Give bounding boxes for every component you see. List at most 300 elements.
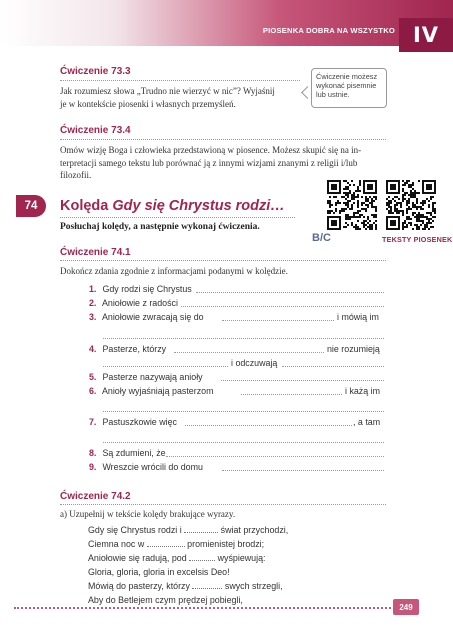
qr-module bbox=[390, 200, 392, 202]
qr-module bbox=[337, 200, 339, 202]
qr-module bbox=[345, 180, 347, 182]
lyric-text: Mówią do pasterzy, którzy bbox=[88, 581, 190, 591]
item-text: Aniołowie z radości bbox=[101, 298, 178, 308]
qr-module bbox=[341, 208, 343, 210]
qr-module bbox=[347, 216, 349, 218]
text-line: Omów wizję Boga i człowieka przedstawioną w piosence. Możesz skupić się na in- bbox=[60, 145, 362, 155]
divider bbox=[60, 80, 300, 81]
qr-module bbox=[367, 206, 369, 208]
answer-line[interactable] bbox=[103, 366, 228, 367]
qr-finder bbox=[331, 184, 337, 190]
qr-module bbox=[349, 208, 351, 210]
qr-module bbox=[390, 206, 392, 208]
page-number: 249 bbox=[393, 599, 419, 615]
qr-module bbox=[410, 186, 412, 188]
qr-module bbox=[432, 204, 434, 206]
lyric-text: wyśpiewują: bbox=[217, 553, 266, 563]
qr-module bbox=[347, 192, 349, 194]
section-title-plain: Kolęda bbox=[60, 198, 113, 214]
answer-line[interactable] bbox=[181, 306, 384, 307]
lyric-text: Aby do Betlejem czym prędzej pobiegli, bbox=[88, 595, 243, 605]
qr-module bbox=[329, 210, 331, 212]
qr-module bbox=[432, 202, 434, 204]
qr-module bbox=[373, 222, 375, 224]
qr-module bbox=[367, 222, 369, 224]
item-text: Pasterze, którzy bbox=[102, 344, 167, 354]
answer-line[interactable] bbox=[222, 470, 384, 471]
qr-module bbox=[412, 194, 414, 196]
qr-module bbox=[347, 194, 349, 196]
qr-module bbox=[345, 222, 347, 224]
qr-module bbox=[408, 198, 410, 200]
answer-line[interactable] bbox=[196, 292, 384, 293]
qr-module bbox=[347, 196, 349, 198]
qr-module bbox=[335, 208, 337, 210]
qr-module bbox=[416, 224, 418, 226]
answer-line[interactable] bbox=[221, 380, 384, 381]
qr-module bbox=[345, 194, 347, 196]
qr-module bbox=[410, 218, 412, 220]
qr-module bbox=[418, 206, 420, 208]
qr-module bbox=[426, 226, 428, 228]
qr-module bbox=[392, 198, 394, 200]
qr-module bbox=[402, 228, 404, 230]
list-item bbox=[89, 298, 178, 308]
qr-module bbox=[351, 204, 353, 206]
answer-line[interactable] bbox=[222, 320, 334, 321]
exercise-74-1-instruction: Dokończ zdania zgodnie z informacjami podanymi w kolędzie. bbox=[60, 266, 288, 276]
qr-module bbox=[390, 202, 392, 204]
qr-module bbox=[404, 194, 406, 196]
qr-module bbox=[424, 216, 426, 218]
qr-module bbox=[329, 202, 331, 204]
qr-module bbox=[400, 204, 402, 206]
qr-module bbox=[426, 222, 428, 224]
qr-module bbox=[416, 226, 418, 228]
qr-module bbox=[335, 204, 337, 206]
qr-module bbox=[402, 200, 404, 202]
answer-line[interactable] bbox=[103, 411, 384, 412]
qr-module bbox=[365, 210, 367, 212]
qr-module bbox=[365, 224, 367, 226]
qr-module bbox=[347, 224, 349, 226]
qr-module bbox=[357, 212, 359, 214]
gap-blank[interactable] bbox=[147, 540, 185, 547]
qr-module bbox=[351, 222, 353, 224]
qr-module bbox=[402, 190, 404, 192]
qr-module bbox=[375, 214, 377, 216]
qr-module bbox=[408, 180, 410, 182]
qr-module bbox=[355, 224, 357, 226]
qr-module bbox=[388, 206, 390, 208]
gap-blank[interactable] bbox=[184, 526, 218, 533]
qr-module bbox=[416, 218, 418, 220]
qr-module bbox=[375, 226, 377, 228]
qr-module bbox=[371, 224, 373, 226]
qr-module bbox=[404, 184, 406, 186]
qr-module bbox=[363, 226, 365, 228]
qr-module bbox=[388, 196, 390, 198]
qr-module bbox=[408, 208, 410, 210]
qr-module bbox=[349, 192, 351, 194]
qr-module bbox=[416, 202, 418, 204]
qr-module bbox=[402, 184, 404, 186]
answer-line[interactable] bbox=[166, 456, 384, 457]
qr-module bbox=[414, 190, 416, 192]
qr-module bbox=[367, 200, 369, 202]
qr-module bbox=[347, 214, 349, 216]
qr-module bbox=[369, 220, 371, 222]
qr-module bbox=[398, 212, 400, 214]
qr-module bbox=[404, 222, 406, 224]
exercise-73-3-text bbox=[60, 85, 275, 110]
qr-module bbox=[367, 204, 369, 206]
item-number: 2. bbox=[89, 298, 97, 308]
qr-module bbox=[414, 216, 416, 218]
qr-module bbox=[404, 198, 406, 200]
section-instruction: Posłuchaj kolędy, a następnie wykonaj ćwiczenia. bbox=[60, 222, 260, 232]
lyric-text: Aniołowie się radują, pod bbox=[88, 553, 187, 563]
qr-module bbox=[359, 228, 361, 230]
list-item bbox=[89, 372, 203, 382]
qr-module bbox=[355, 212, 357, 214]
qr-module bbox=[375, 208, 377, 210]
qr-module bbox=[412, 204, 414, 206]
qr-module bbox=[408, 200, 410, 202]
qr-module bbox=[402, 196, 404, 198]
qr-module bbox=[414, 204, 416, 206]
qr-module bbox=[367, 218, 369, 220]
qr-module bbox=[410, 194, 412, 196]
qr-module bbox=[418, 218, 420, 220]
qr-finder bbox=[390, 184, 396, 190]
qr-module bbox=[359, 216, 361, 218]
qr-module bbox=[359, 190, 361, 192]
qr-module bbox=[400, 210, 402, 212]
divider bbox=[60, 504, 386, 505]
qr-module bbox=[355, 196, 357, 198]
qr-module bbox=[345, 216, 347, 218]
qr-module bbox=[432, 208, 434, 210]
qr-module bbox=[347, 206, 349, 208]
qr-module bbox=[394, 204, 396, 206]
qr-module bbox=[410, 224, 412, 226]
qr-module bbox=[343, 202, 345, 204]
qr-module bbox=[347, 204, 349, 206]
qr-module bbox=[414, 224, 416, 226]
qr-module bbox=[402, 224, 404, 226]
qr-module bbox=[345, 186, 347, 188]
answer-line[interactable] bbox=[103, 442, 384, 443]
qr-module bbox=[434, 202, 436, 204]
qr-module bbox=[371, 226, 373, 228]
qr-module bbox=[345, 208, 347, 210]
qr-module bbox=[347, 182, 349, 184]
item-text: Pasterze nazywają anioły bbox=[102, 372, 203, 382]
qr-module bbox=[349, 200, 351, 202]
qr-module bbox=[430, 214, 432, 216]
qr-module bbox=[371, 214, 373, 216]
qr-module bbox=[371, 206, 373, 208]
qr-module bbox=[404, 192, 406, 194]
qr-module bbox=[418, 214, 420, 216]
qr-module bbox=[365, 200, 367, 202]
qr-module bbox=[432, 206, 434, 208]
qr-module bbox=[420, 224, 422, 226]
qr-module bbox=[365, 204, 367, 206]
callout-note bbox=[311, 68, 387, 108]
qr-module bbox=[371, 198, 373, 200]
section-number: 74 bbox=[16, 195, 46, 217]
qr-module bbox=[353, 214, 355, 216]
qr-module bbox=[412, 212, 414, 214]
qr-module bbox=[434, 212, 436, 214]
qr-module bbox=[416, 216, 418, 218]
qr-module bbox=[428, 222, 430, 224]
qr-module bbox=[406, 224, 408, 226]
qr-module bbox=[375, 210, 377, 212]
qr-module bbox=[424, 226, 426, 228]
qr-module bbox=[398, 202, 400, 204]
qr-module bbox=[398, 198, 400, 200]
qr-module bbox=[426, 198, 428, 200]
qr-module bbox=[347, 186, 349, 188]
qr-module bbox=[343, 188, 345, 190]
qr-label-level: B/C bbox=[312, 232, 331, 244]
qr-module bbox=[347, 188, 349, 190]
qr-module bbox=[412, 188, 414, 190]
qr-module bbox=[406, 212, 408, 214]
qr-module bbox=[432, 220, 434, 222]
qr-module bbox=[416, 220, 418, 222]
qr-module bbox=[353, 192, 355, 194]
qr-module bbox=[428, 200, 430, 202]
qr-module bbox=[404, 182, 406, 184]
divider bbox=[60, 139, 386, 140]
qr-module bbox=[386, 198, 388, 200]
qr-module bbox=[369, 228, 371, 230]
qr-module bbox=[359, 182, 361, 184]
qr-module bbox=[412, 196, 414, 198]
qr-module bbox=[345, 214, 347, 216]
qr-module bbox=[357, 226, 359, 228]
answer-line[interactable] bbox=[241, 394, 342, 395]
qr-module bbox=[428, 212, 430, 214]
qr-module bbox=[345, 188, 347, 190]
answer-line[interactable] bbox=[185, 425, 352, 426]
qr-module bbox=[331, 204, 333, 206]
lyric-line bbox=[88, 525, 288, 535]
qr-module bbox=[371, 204, 373, 206]
item-tail: i każą im bbox=[345, 386, 381, 396]
qr-module bbox=[390, 208, 392, 210]
qr-code-audio[interactable] bbox=[327, 180, 377, 230]
item-tail: nie rozumieją bbox=[327, 344, 380, 354]
item-number: 1. bbox=[89, 284, 97, 294]
qr-module bbox=[408, 202, 410, 204]
qr-module bbox=[363, 216, 365, 218]
qr-module bbox=[406, 180, 408, 182]
qr-module bbox=[432, 216, 434, 218]
qr-module bbox=[353, 216, 355, 218]
qr-module bbox=[359, 214, 361, 216]
lyric-text: świat przychodzi, bbox=[220, 525, 289, 535]
section-title bbox=[60, 198, 285, 214]
qr-module bbox=[412, 202, 414, 204]
qr-module bbox=[365, 198, 367, 200]
item-mid: i odczuwają bbox=[231, 358, 278, 368]
qr-module bbox=[422, 214, 424, 216]
qr-module bbox=[349, 218, 351, 220]
qr-module bbox=[400, 206, 402, 208]
qr-module bbox=[365, 196, 367, 198]
qr-module bbox=[420, 208, 422, 210]
lyric-text: promienistej brodzi; bbox=[187, 539, 265, 549]
qr-module bbox=[414, 194, 416, 196]
qr-module bbox=[343, 226, 345, 228]
qr-module bbox=[420, 220, 422, 222]
qr-module bbox=[402, 212, 404, 214]
item-tail: , a tam bbox=[353, 417, 381, 427]
qr-module bbox=[420, 214, 422, 216]
qr-code-lyrics[interactable] bbox=[386, 180, 436, 230]
qr-module bbox=[351, 198, 353, 200]
exercise-73-3-title: Ćwiczenie 73.3 bbox=[60, 66, 131, 77]
gap-blank[interactable] bbox=[192, 582, 222, 589]
qr-module bbox=[353, 202, 355, 204]
qr-module bbox=[369, 226, 371, 228]
qr-module bbox=[406, 210, 408, 212]
qr-module bbox=[375, 220, 377, 222]
gap-blank[interactable] bbox=[189, 554, 215, 561]
header-band bbox=[0, 0, 453, 46]
qr-module bbox=[375, 198, 377, 200]
qr-module bbox=[375, 228, 377, 230]
qr-module bbox=[424, 200, 426, 202]
qr-finder bbox=[367, 184, 373, 190]
qr-module bbox=[333, 212, 335, 214]
qr-module bbox=[406, 182, 408, 184]
qr-module bbox=[416, 198, 418, 200]
qr-module bbox=[416, 200, 418, 202]
item-number: 8. bbox=[89, 448, 97, 458]
answer-line[interactable] bbox=[282, 366, 384, 367]
item-number: 4. bbox=[89, 344, 97, 354]
qr-module bbox=[412, 192, 414, 194]
qr-module bbox=[345, 198, 347, 200]
qr-module bbox=[410, 190, 412, 192]
qr-module bbox=[345, 204, 347, 206]
qr-module bbox=[426, 212, 428, 214]
qr-module bbox=[357, 210, 359, 212]
qr-module bbox=[402, 188, 404, 190]
qr-module bbox=[353, 198, 355, 200]
qr-module bbox=[388, 202, 390, 204]
qr-module bbox=[337, 202, 339, 204]
answer-line[interactable] bbox=[174, 352, 324, 353]
qr-module bbox=[367, 198, 369, 200]
qr-module bbox=[418, 180, 420, 182]
qr-module bbox=[396, 212, 398, 214]
qr-module bbox=[361, 214, 363, 216]
answer-line[interactable] bbox=[103, 338, 384, 339]
qr-module bbox=[432, 196, 434, 198]
qr-module bbox=[357, 188, 359, 190]
qr-module bbox=[396, 204, 398, 206]
qr-finder bbox=[426, 184, 432, 190]
qr-module bbox=[335, 202, 337, 204]
list-item bbox=[89, 344, 166, 354]
qr-module bbox=[408, 186, 410, 188]
lyric-line bbox=[88, 539, 264, 549]
qr-module bbox=[329, 212, 331, 214]
qr-module bbox=[402, 222, 404, 224]
qr-module bbox=[422, 202, 424, 204]
qr-module bbox=[432, 210, 434, 212]
qr-module bbox=[430, 196, 432, 198]
qr-module bbox=[412, 182, 414, 184]
item-text: Pastuszkowie więc bbox=[102, 417, 177, 427]
qr-module bbox=[351, 180, 353, 182]
qr-module bbox=[363, 224, 365, 226]
qr-module bbox=[345, 202, 347, 204]
qr-module bbox=[359, 180, 361, 182]
qr-module bbox=[329, 206, 331, 208]
qr-module bbox=[347, 200, 349, 202]
qr-module bbox=[335, 210, 337, 212]
qr-module bbox=[386, 208, 388, 210]
qr-module bbox=[406, 202, 408, 204]
qr-module bbox=[432, 226, 434, 228]
qr-module bbox=[408, 218, 410, 220]
qr-module bbox=[373, 216, 375, 218]
callout-line: Ćwiczenie możesz bbox=[316, 72, 378, 81]
qr-module bbox=[430, 226, 432, 228]
qr-module bbox=[434, 210, 436, 212]
qr-module bbox=[412, 206, 414, 208]
qr-module bbox=[406, 218, 408, 220]
item-number: 9. bbox=[89, 462, 97, 472]
qr-module bbox=[406, 208, 408, 210]
qr-module bbox=[349, 216, 351, 218]
qr-module bbox=[373, 206, 375, 208]
qr-module bbox=[375, 196, 377, 198]
qr-module bbox=[341, 196, 343, 198]
qr-module bbox=[394, 196, 396, 198]
exercise-74-2-instruction: a) Uzupełnij w tekście kolędy brakujące wyrazy. bbox=[60, 509, 236, 519]
qr-module bbox=[406, 192, 408, 194]
qr-module bbox=[359, 210, 361, 212]
qr-module bbox=[353, 194, 355, 196]
qr-finder bbox=[390, 220, 396, 226]
qr-module bbox=[402, 210, 404, 212]
qr-module bbox=[406, 226, 408, 228]
qr-module bbox=[430, 222, 432, 224]
qr-module bbox=[410, 208, 412, 210]
qr-module bbox=[361, 208, 363, 210]
qr-module bbox=[361, 196, 363, 198]
item-text: Gdy rodzi się Chrystus bbox=[102, 284, 192, 294]
qr-module bbox=[430, 212, 432, 214]
qr-module bbox=[373, 200, 375, 202]
lyric-text: Ciemna noc w bbox=[88, 539, 145, 549]
qr-module bbox=[396, 210, 398, 212]
qr-module bbox=[434, 216, 436, 218]
qr-module bbox=[349, 190, 351, 192]
qr-module bbox=[351, 224, 353, 226]
qr-module bbox=[404, 226, 406, 228]
qr-module bbox=[394, 200, 396, 202]
